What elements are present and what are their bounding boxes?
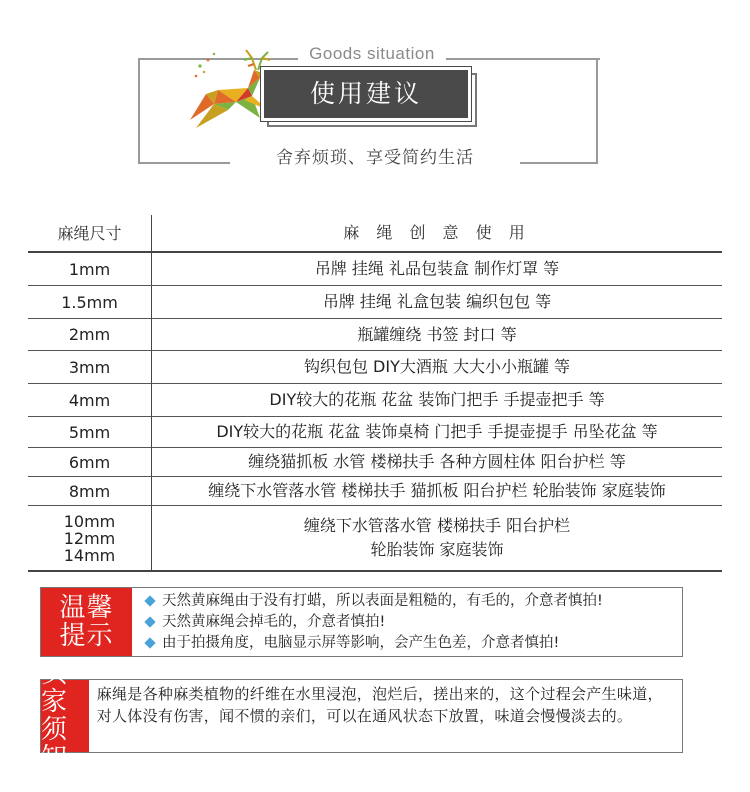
rope-usage-cell: 吊牌 挂绳 礼品包装盒 制作灯罩 等 xyxy=(314,259,560,278)
rope-usage-cell: 缠绕猫抓板 水管 楼梯扶手 各种方圆柱体 阳台护栏 等 xyxy=(248,452,626,471)
tips-badge xyxy=(41,588,132,656)
rope-size-cell: 1mm xyxy=(28,253,152,285)
table-row xyxy=(28,448,722,477)
tips-badge-line: 温馨 xyxy=(59,593,114,623)
table-row xyxy=(28,506,722,572)
notice-badge-line: 买家 xyxy=(41,659,69,717)
rope-usage-table xyxy=(28,215,722,572)
rope-size-cell: 5mm xyxy=(28,417,152,447)
rope-usage-cell: DIY较大的花瓶 花盆 装饰桌椅 门把手 手提壶提手 吊坠花盆 等 xyxy=(216,422,658,441)
table-row xyxy=(28,351,722,384)
tips-box xyxy=(40,587,683,657)
rope-size-cell xyxy=(28,506,152,570)
rope-size-cell: 1.5mm xyxy=(28,286,152,318)
rope-usage-line: 缠绕下水管落水管 楼梯扶手 阳台护栏 xyxy=(303,516,571,535)
rope-size-cell: 6mm xyxy=(28,448,152,476)
rope-usage-cell xyxy=(152,506,722,570)
notice-text: 麻绳是各种麻类植物的纤维在水里浸泡，泡烂后，搓出来的，这个过程会产生味道，对人体没有伤害，闻不惯的亲们，可以在通风状态下放置，味道会慢慢淡去的。 xyxy=(96,685,663,725)
column-header-usage: 麻 绳 创 意 使 用 xyxy=(343,223,531,242)
table-row xyxy=(28,417,722,448)
list-item xyxy=(146,612,603,633)
header-frame-top-right xyxy=(446,58,600,60)
rope-size-line: 12mm xyxy=(63,528,116,548)
table-row xyxy=(28,286,722,319)
rope-usage-cell: DIY较大的花瓶 花盆 装饰门把手 手提壶把手 等 xyxy=(269,390,605,409)
rope-size-cell: 4mm xyxy=(28,384,152,416)
page-title: 使用建议 xyxy=(261,67,471,121)
diamond-bullet-icon xyxy=(144,595,155,606)
rope-size-line: 14mm xyxy=(63,545,116,565)
diamond-bullet-icon xyxy=(144,616,155,627)
rope-usage-cell: 缠绕下水管落水管 楼梯扶手 猫抓板 阳台护栏 轮胎装饰 家庭装饰 xyxy=(208,481,666,500)
table-header-row xyxy=(28,215,722,253)
header-subtitle-en: Goods situation xyxy=(309,44,435,63)
header-slogan: 舍弃烦琐、享受简约生活 xyxy=(230,146,520,170)
rope-size-cell: 3mm xyxy=(28,351,152,383)
rope-usage-line: 轮胎装饰 家庭装饰 xyxy=(370,540,504,559)
table-row xyxy=(28,319,722,351)
rope-usage-cell: 吊牌 挂绳 礼盒包装 编织包包 等 xyxy=(322,292,552,311)
buyer-notice-box xyxy=(40,659,683,773)
notice-badge-line: 须知 xyxy=(41,715,69,773)
list-item xyxy=(146,633,603,654)
list-item xyxy=(146,591,603,612)
table-row xyxy=(28,253,722,286)
table-row xyxy=(28,384,722,417)
tip-text: 天然黄麻绳会掉毛的，介意者慎拍! xyxy=(162,614,386,630)
rope-usage-cell: 瓶罐缠绕 书签 封口 等 xyxy=(357,324,517,344)
tip-text: 由于拍摄角度，电脑显示屏等影响，会产生色差，介意者慎拍! xyxy=(162,635,560,651)
table-row xyxy=(28,477,722,506)
rope-size-cell: 2mm xyxy=(28,319,152,350)
tip-text: 天然黄麻绳由于没有打蜡，所以表面是粗糙的，有毛的，介意者慎拍! xyxy=(162,593,603,609)
rope-size-line: 10mm xyxy=(63,511,116,531)
rope-size-cell: 8mm xyxy=(28,477,152,505)
tips-badge-line: 提示 xyxy=(59,621,114,651)
notice-badge xyxy=(41,659,89,773)
diamond-bullet-icon xyxy=(144,637,155,648)
rope-usage-cell: 钩织包包 DIY大酒瓶 大大小小瓶罐 等 xyxy=(303,357,571,376)
tips-list xyxy=(132,588,603,656)
column-header-size: 麻绳尺寸 xyxy=(28,215,152,251)
